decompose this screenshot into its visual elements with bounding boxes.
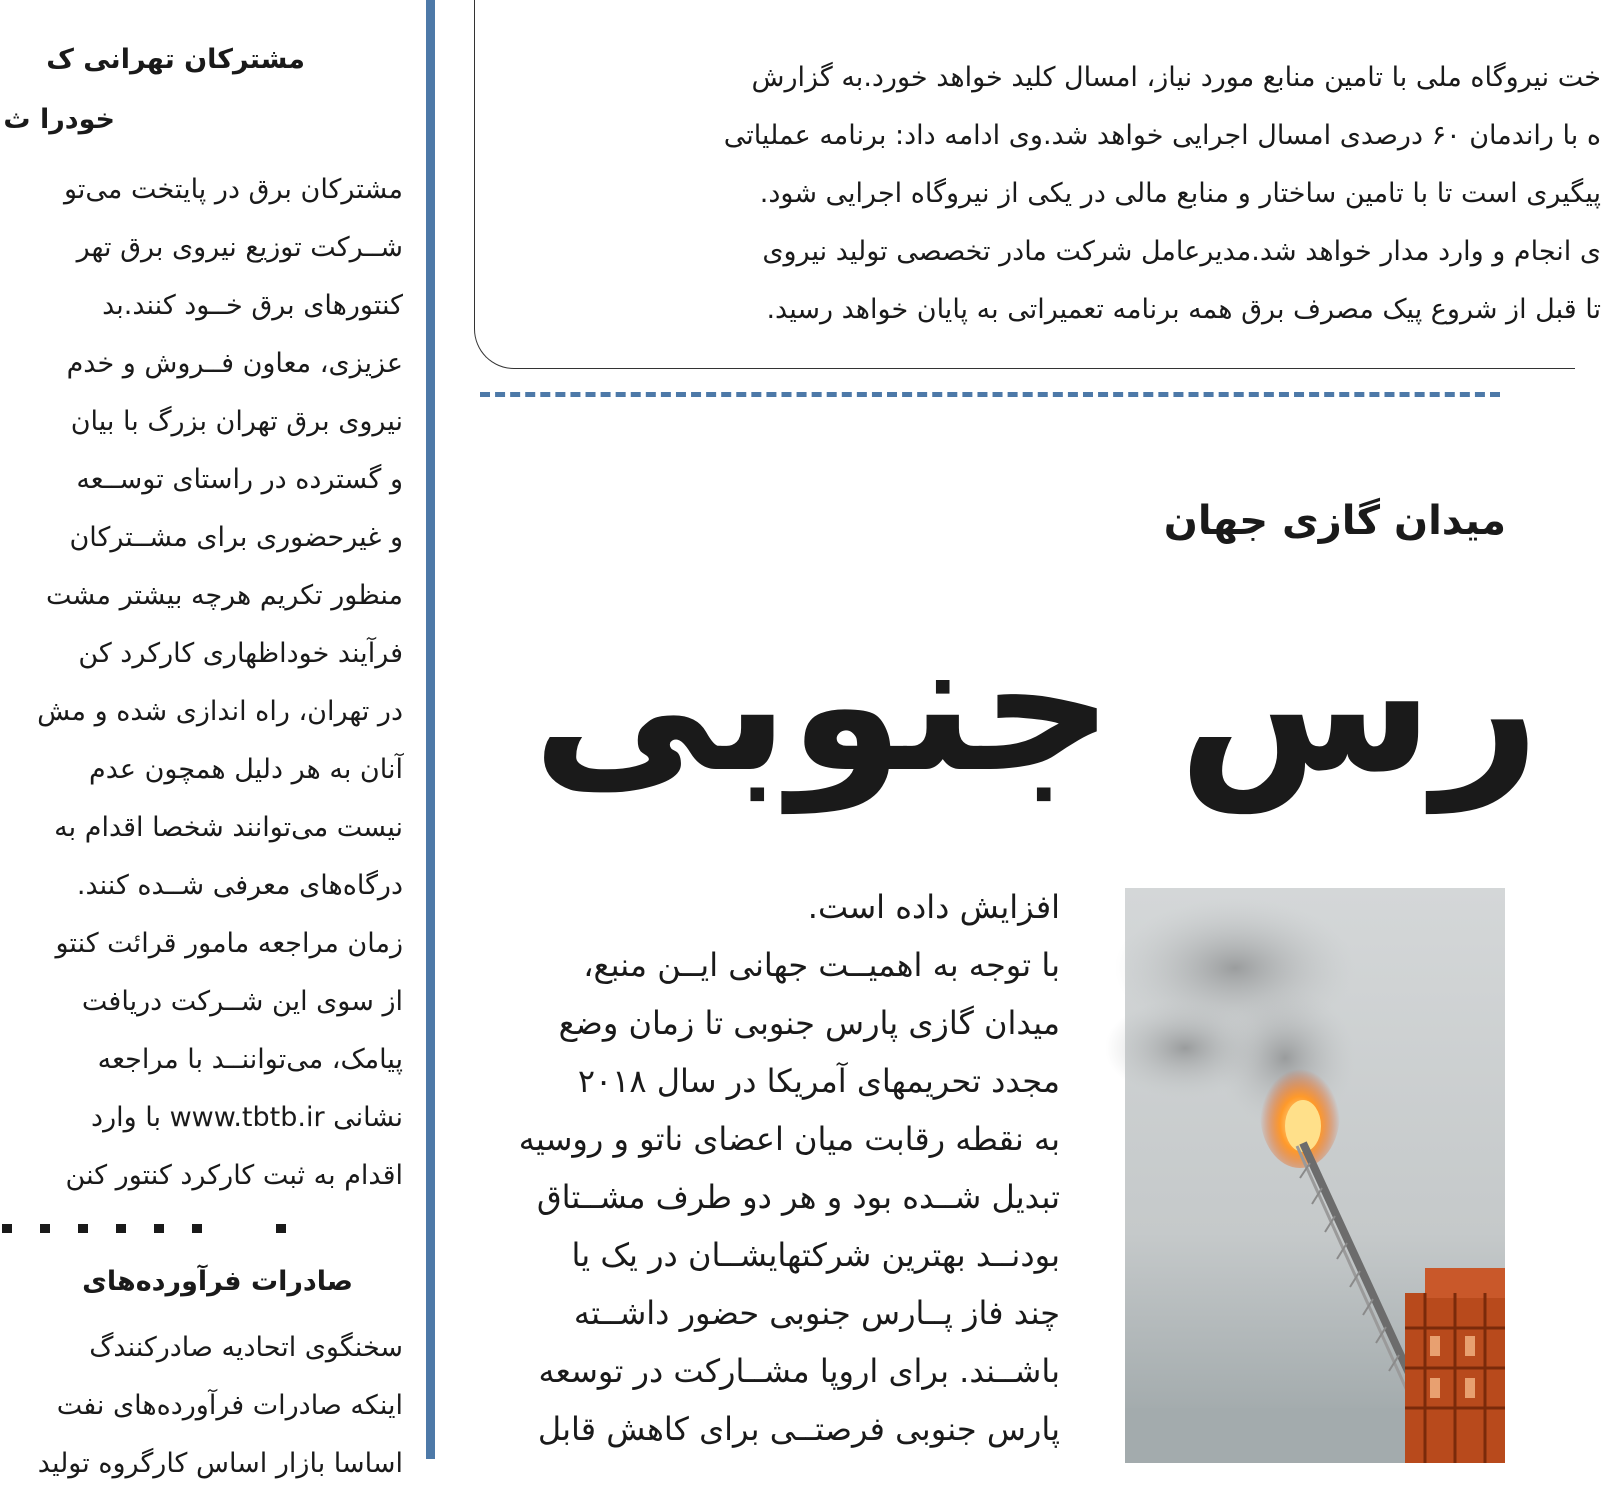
article-line: با توجه به اهمیــت جهانی ایــن منبع،	[583, 942, 1060, 1000]
article-line: تبدیل شــده بود و هر دو طرف مشــتاق	[537, 1174, 1060, 1232]
left-para-line: شــرکت توزیع نیروی برق تهر	[77, 228, 403, 276]
column-divider	[426, 0, 435, 1459]
left-para-line: و غیرحضوری برای مشــترکان	[69, 518, 403, 566]
top-box-line: پیگیری است تا با تامین ساختار و منابع مالی در یکی از نیروگاه اجرایی شود.	[760, 174, 1601, 222]
left-para-line: اساسا بازار اساس کارگروه تولید	[38, 1444, 403, 1492]
left-para-line: پیامک، می‌تواننــد با مراجعه	[98, 1040, 403, 1088]
left-para-line: و گسترده در راستای توســعه	[76, 460, 403, 508]
left-para-line: مشترکان برق در پایتخت می‌تو	[64, 170, 403, 218]
article-headline: رس جنوبی	[532, 585, 1540, 825]
top-box-line: خت نیروگاه ملی با تامین منابع مورد نیاز، امسال کلید خواهد خورد.به گزارش	[752, 58, 1601, 106]
left-para-line: نشانی www.tbtb.ir با وارد	[91, 1098, 403, 1146]
left-para-line: اقدام به ثبت کارکرد کنتور کنن	[66, 1156, 403, 1204]
article-line: افزایش داده است.	[808, 884, 1060, 942]
article-line: میدان گازی پارس جنوبی تا زمان وضع	[559, 1000, 1060, 1058]
article-line: به نقطه رقابت میان اعضای ناتو و روسیه	[519, 1116, 1060, 1174]
dotted-separator	[480, 392, 1500, 397]
left-para-line: آنان به هر دلیل همچون عدم	[89, 750, 403, 798]
left-headline-line-2: خودرا ث	[3, 100, 115, 148]
article-line: پارس جنوبی فرصتــی برای کاهش قابل	[538, 1406, 1060, 1464]
left-para-line: اینکه صادرات فرآورده‌های نفت	[57, 1386, 403, 1434]
left-para-line: نیروی برق تهران بزرگ با بیان	[71, 402, 403, 450]
article-line: چند فاز پــارس جنوبی حضور داشــته	[574, 1290, 1060, 1348]
left-para-line: عزیزی، معاون فــروش و خدم	[67, 344, 403, 392]
top-news-box	[474, 0, 1575, 369]
left-para-line: سخنگوی اتحادیه صادرکنندگ	[89, 1328, 403, 1376]
article-line: باشــند. برای اروپا مشــارکت در توسعه	[539, 1348, 1061, 1406]
left-para-line: نیست می‌توانند شخصا اقدام به	[54, 808, 403, 856]
top-box-line: تا قبل از شروع پیک مصرف برق همه برنامه تعمیراتی به پایان خواهد رسید.	[766, 290, 1601, 338]
left-para-line: فرآیند خوداظهاری کارکرد کن	[78, 634, 403, 682]
dot-separator	[0, 1220, 300, 1236]
left-headline-3: صادرات فرآورده‌های	[82, 1262, 353, 1310]
dot-separator-graphic	[0, 1220, 300, 1236]
gas-platform-photo	[1125, 888, 1505, 1463]
left-news-column	[0, 0, 425, 1459]
gas-platform-illustration	[1125, 888, 1505, 1463]
left-para-line: در تهران، راه اندازی شده و مش	[37, 692, 403, 740]
left-headline-line-1: مشترکان تهرانی ک	[46, 40, 305, 88]
article-line: مجدد تحریمهای آمریکا در سال ۲۰۱۸	[578, 1058, 1060, 1116]
left-para-line: از سوی این شــرکت دریافت	[82, 982, 403, 1030]
left-para-line: زمان مراجعه مامور قرائت کنتو	[55, 924, 403, 972]
top-box-line: ه با راندمان ۶۰ درصدی امسال اجرایی خواهد شد.وی ادامه داد: برنامه عملیاتی	[724, 116, 1601, 164]
left-para-line: کنتورهای برق خــود کنند.بد	[102, 286, 403, 334]
article-line: بودنــد بهترین شرکتهایشــان در یک یا	[572, 1232, 1060, 1290]
article-kicker: میدان گازی جهان	[1164, 498, 1506, 544]
left-para-line: منظور تکریم هرچه بیشتر مشت	[46, 576, 403, 624]
top-box-line: ی انجام و وارد مدار خواهد شد.مدیرعامل شرکت مادر تخصصی تولید نیروی	[762, 232, 1601, 280]
left-para-line: درگاه‌های معرفی شــده کنند.	[77, 866, 403, 914]
